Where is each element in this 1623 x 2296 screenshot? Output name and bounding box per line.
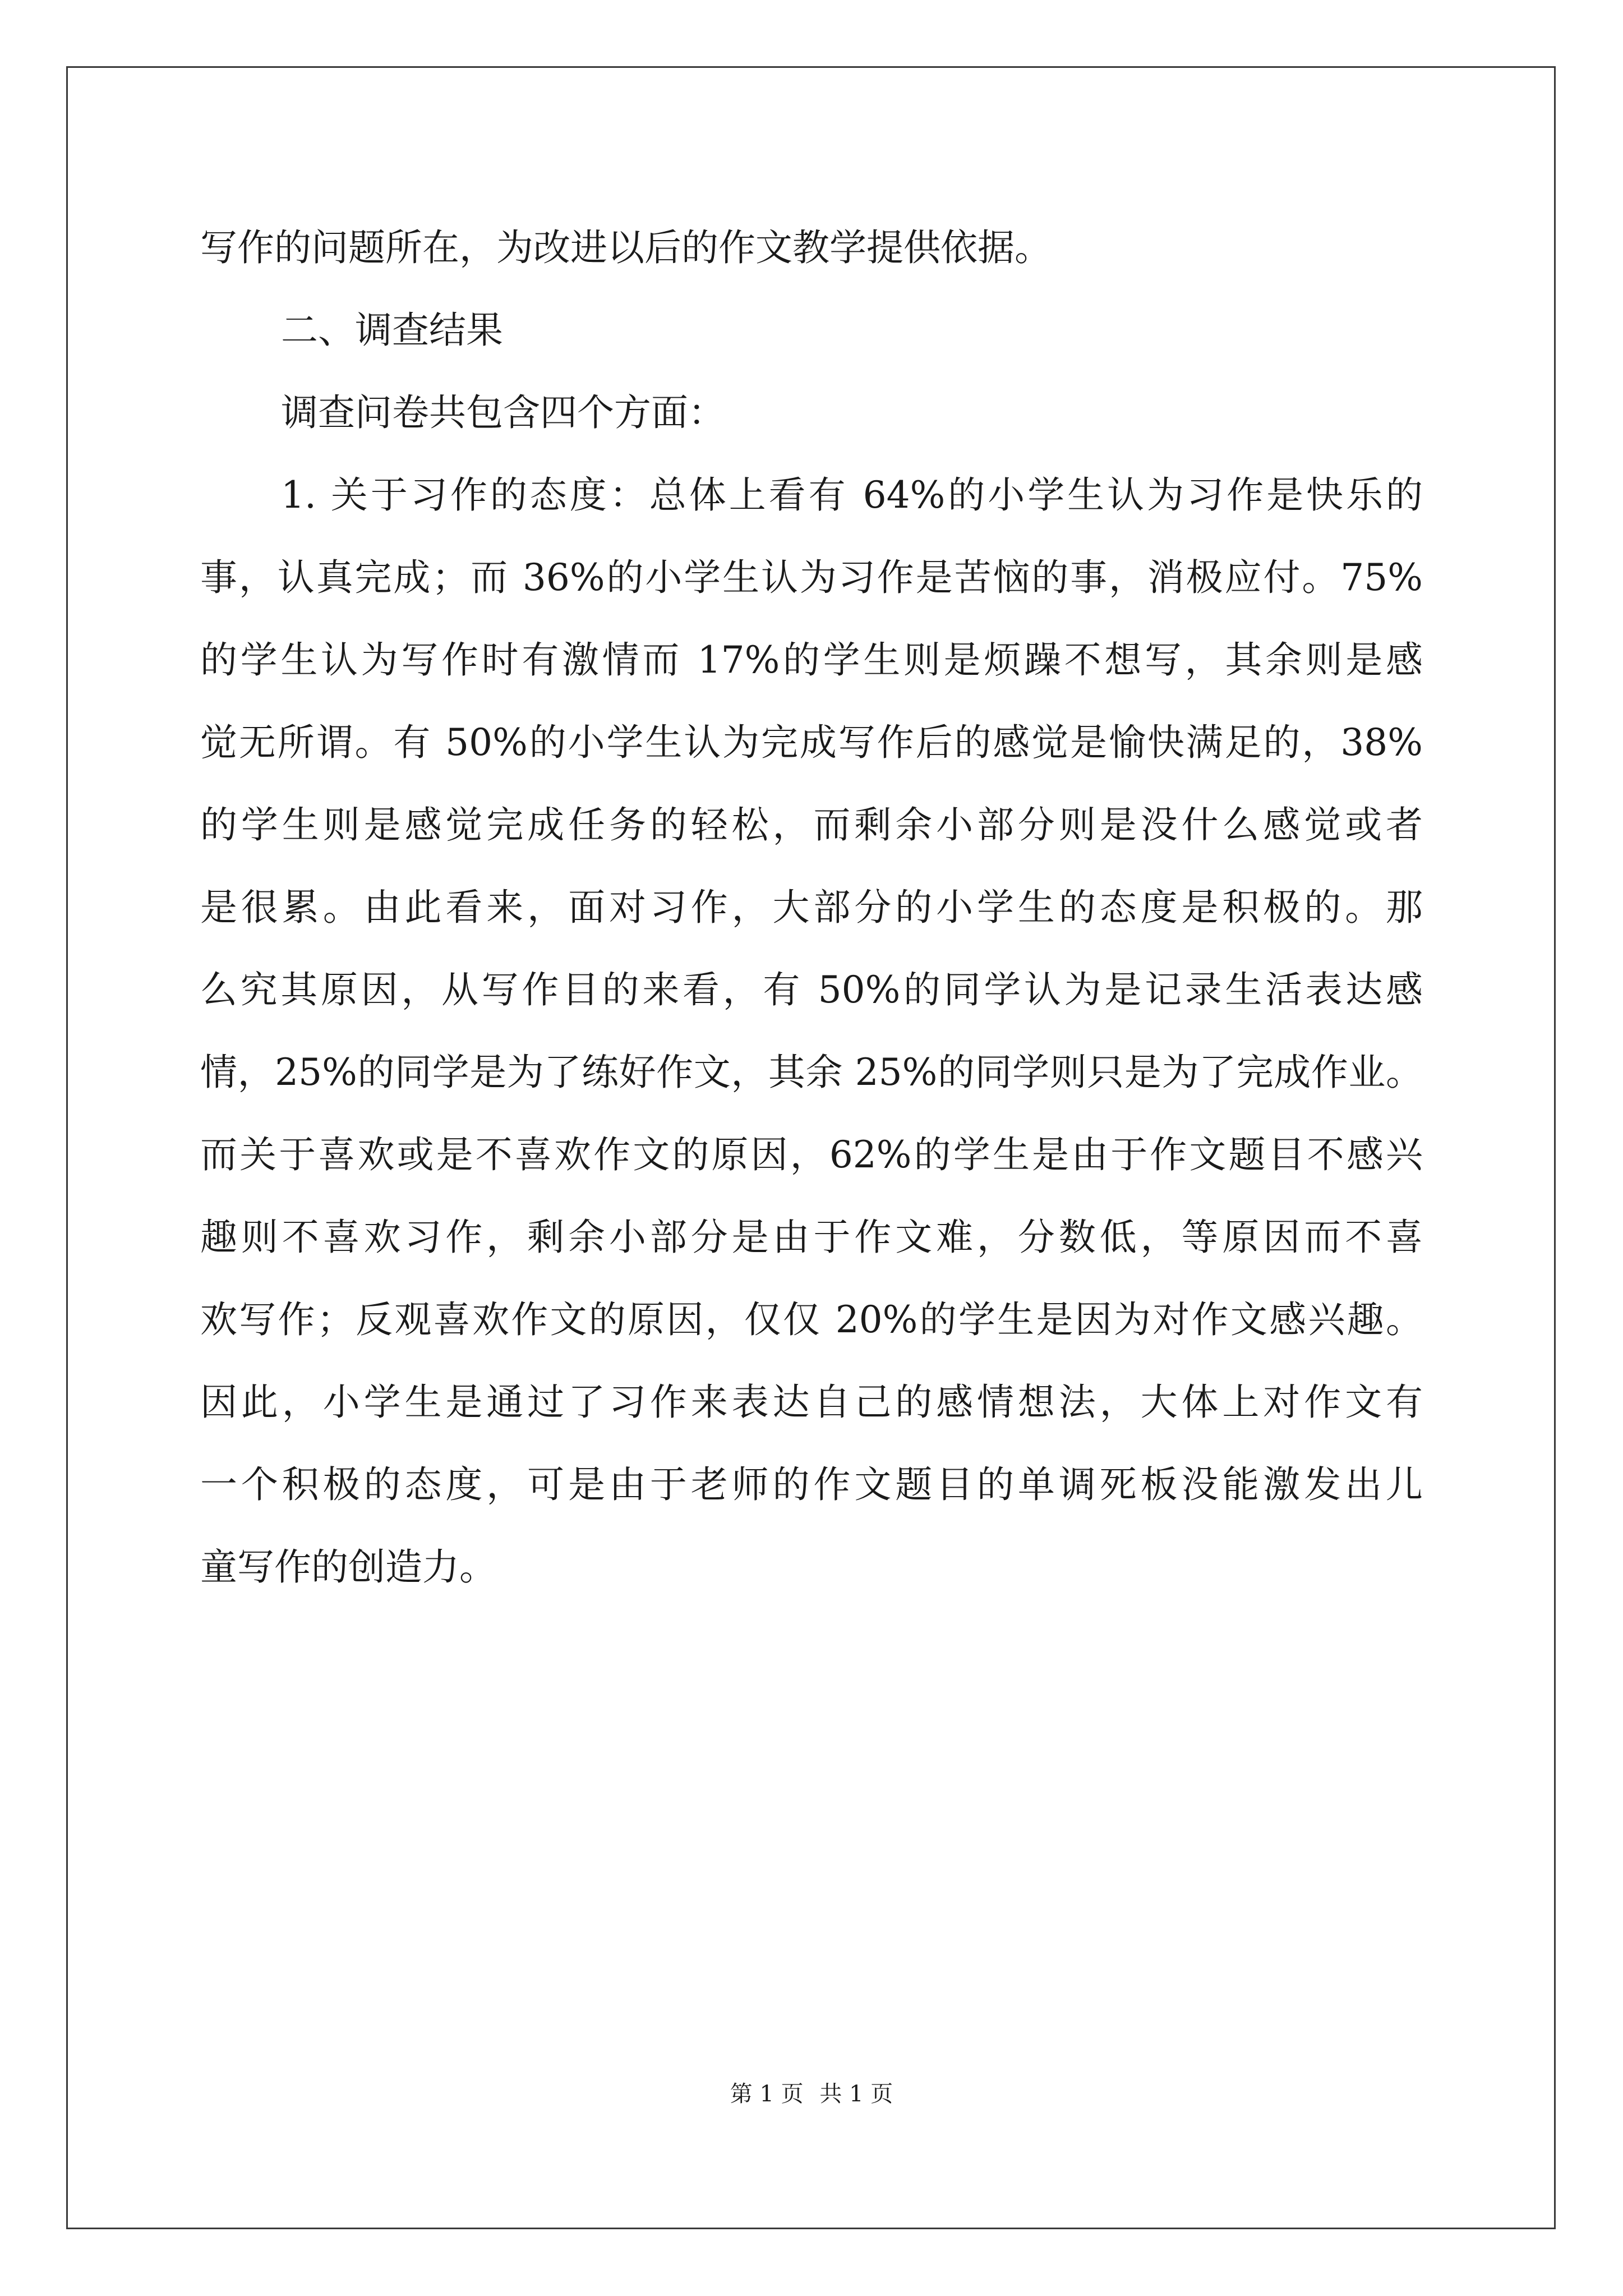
paragraph-line: 事，认真完成；而 36%的小学生认为习作是苦恼的事，消极应付。75% [200, 556, 1423, 599]
paragraph-line: 觉无所谓。有 50%的小学生认为完成写作后的感觉是愉快满足的，38% [200, 721, 1423, 764]
paragraph-line: 童写作的创造力。 [200, 1545, 496, 1589]
paragraph-line: 而关于喜欢或是不喜欢作文的原因，62%的学生是由于作文题目不感兴 [200, 1133, 1423, 1176]
paragraph-line: 么究其原因，从写作目的来看，有 50%的同学认为是记录生活表达感 [200, 968, 1423, 1011]
paragraph-line: 因此，小学生是通过了习作来表达自己的感情想法，大体上对作文有 [200, 1381, 1423, 1424]
paragraph-line: 趣则不喜欢习作，剩余小部分是由于作文难，分数低，等原因而不喜 [200, 1216, 1423, 1259]
paragraph-line: 的学生认为写作时有激情而 17%的学生则是烦躁不想写，其余则是感 [200, 638, 1423, 682]
paragraph-line: 写作的问题所在，为改进以后的作文教学提供依据。 [200, 226, 1052, 269]
paragraph-line: 的学生则是感觉完成任务的轻松，而剩余小部分则是没什么感觉或者 [200, 803, 1423, 846]
document-body [200, 206, 1423, 1608]
paragraph-line: 一个积极的态度，可是由于老师的作文题目的单调死板没能激发出儿 [200, 1463, 1423, 1506]
page-number: 第 1 页 [730, 2081, 804, 2107]
paragraph-line: 情，25%的同学是为了练好作文，其余 25%的同学则只是为了完成作业。 [200, 1051, 1423, 1094]
paragraph-line: 欢写作；反观喜欢作文的原因，仅仅 20%的学生是因为对作文感兴趣。 [200, 1298, 1423, 1341]
page-total: 共 1 页 [819, 2081, 893, 2107]
paragraph-line: 调查问卷共包含四个方面： [281, 391, 725, 434]
page-footer [0, 2080, 1623, 2108]
paragraph-line: 是很累。由此看来，面对习作，大部分的小学生的态度是积极的。那 [200, 886, 1423, 929]
section-heading: 二、调查结果 [281, 309, 503, 352]
paragraph-line: 1. 关于习作的态度：总体上看有 64%的小学生认为习作是快乐的 [281, 473, 1423, 517]
